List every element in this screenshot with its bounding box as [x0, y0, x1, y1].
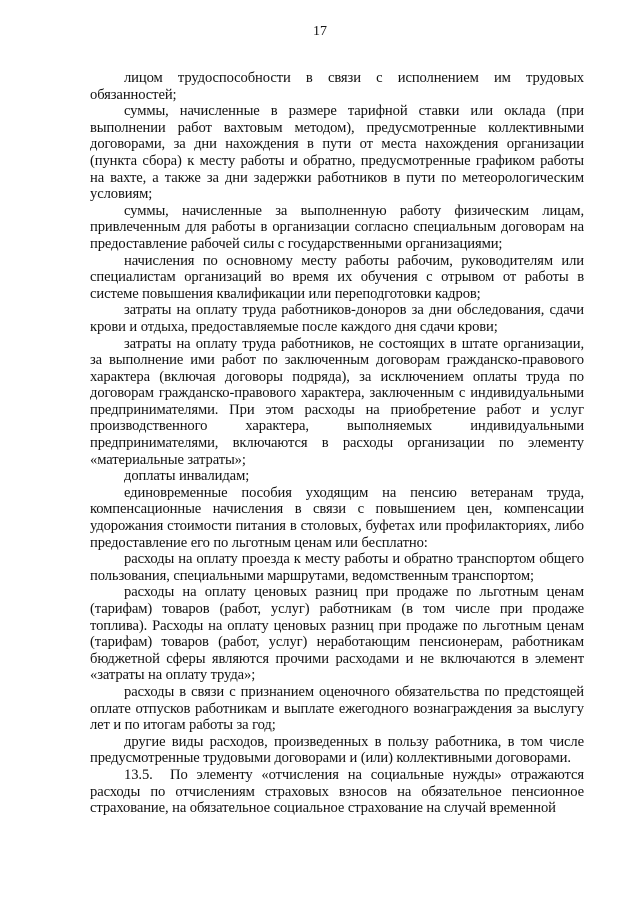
- page-number: 17: [313, 24, 327, 39]
- paragraph: затраты на оплату труда работников, не состоящих в штате организации, за выполнение ими работ по заключенным договорам гражданско-правового характера (включая договоры подряда), за исключением оплаты труда по договорам гражданско-правового характера, заключенным с индивидуальными предпринимателями. При этом расходы на приобретение работ и услуг производственного характера, выполняемых индивидуальными предпринимателями, включаются в расходы организации по элементу «материальные затраты»;: [90, 335, 584, 468]
- paragraph: единовременные пособия уходящим на пенсию ветеранам труда, компенсационные начисления в связи с повышением цен, компенсации удорожания стоимости питания в столовых, буфетах или профилакториях, либо предоставление его по льготным ценам или бесплатно:: [90, 484, 584, 551]
- paragraph: доплаты инвалидам;: [124, 468, 250, 485]
- paragraph: расходы на оплату ценовых разниц при продаже по льготным ценам (тарифам) товаров (работ, услуг) работникам (в том числе при продаже топлива). Расходы на оплату ценовых разниц при продаже по льготным ценам (тарифам) товаров (работ, услуг) неработающим пенсионерам, работникам бюджетной сферы являются прочими расходами и не включаются в элемент «затраты на оплату труда»;: [90, 584, 584, 684]
- section-paragraph: [90, 767, 584, 817]
- paragraph: другие виды расходов, произведенных в пользу работника, в том числе предусмотренные трудовыми договорами и (или) коллективными договорами.: [90, 733, 584, 767]
- paragraph: суммы, начисленные за выполненную работу физическим лицам, привлеченным для работы в организации согласно специальным договорам на предоставление рабочей силы с государственными организациями;: [90, 202, 584, 252]
- paragraph: суммы, начисленные в размере тарифной ставки или оклада (при выполнении работ вахтовым методом), предусмотренные коллективными договорами, за дни нахождения в пути от места нахождения организации (пункта сбора) к месту работы и обратно, предусмотренные графиком работы на вахте, а также за дни задержки работников в пути по метеорологическим условиям;: [90, 103, 584, 203]
- section-text: По элементу «отчисления на социальные нужды» отражаются расходы по отчислениям страховых взносов на обязательное пенсионное страхование, на обязательное социальное страхование на случай временной: [90, 766, 584, 817]
- paragraph: затраты на оплату труда работников-доноров за дни обследования, сдачи крови и отдыха, предоставляемые после каждого дня сдачи крови;: [90, 302, 584, 335]
- paragraph: начисления по основному месту работы рабочим, руководителям или специалистам организаций во время их обучения с отрывом от работы в системе повышения квалификации или переподготовки кадров;: [90, 252, 584, 302]
- paragraph: расходы на оплату проезда к месту работы и обратно транспортом общего пользования, специальными маршрутами, ведомственным транспортом;: [90, 551, 584, 584]
- paragraph: лицом трудоспособности в связи с исполнением им трудовых обязанностей;: [90, 70, 584, 103]
- document-body: [90, 70, 584, 817]
- section-number: 13.5.: [124, 766, 153, 783]
- paragraph: расходы в связи с признанием оценочного обязательства по предстоящей оплате отпусков работникам и выплате ежегодного вознаграждения за выслугу лет и по итогам работы за год;: [90, 683, 584, 734]
